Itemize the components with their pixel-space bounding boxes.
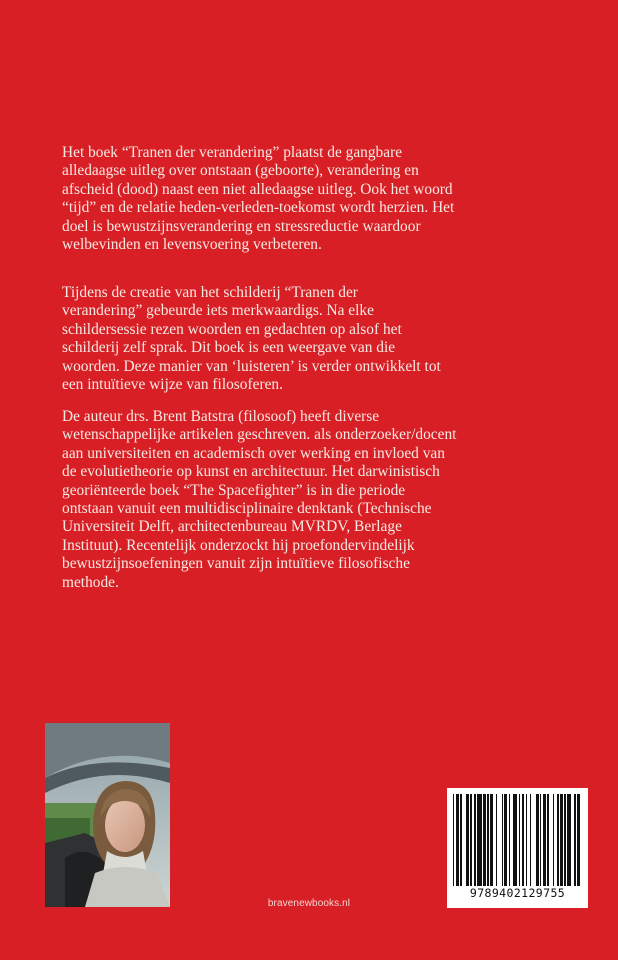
author-photo-image [45, 723, 170, 907]
blurb-paragraph-1: Het boek “Tranen der verandering” plaatst de gangbare alledaagse uitleg over ontstaan (geboorte), verandering en afscheid (dood) naast een niet alledaagse uitleg. Ook het woord “tijd” en de relatie heden-verleden-toekomst wordt herzien. Het doel is bewustzijnsverandering en stressreductie waardoor welbevinden en levensvoering verbeteren. [62, 144, 455, 254]
isbn-barcode [447, 788, 588, 908]
publisher-name: bravenewbooks.nl [267, 898, 351, 909]
author-bio-paragraph: De auteur drs. Brent Batstra (filosoof) heeft diverse wetenschappelijke artikelen geschreven. als onderzoeker/docent aan universiteiten en academisch over werking en invloed van de evolutietheorie op kunst en architectuur. Het darwinistisch georiënteerde boek “The Spacefighter” is in die periode ontstaan vanuit een multidisciplinaire denktank (Technische Universiteit Delft, architectenbureau MVRDV, Berlage Instituut). Recentelijk onderzockt hij proefondervindelijk bewustzijnsoefeningen vanuit zijn intuïtieve filosofische methode. [62, 408, 457, 591]
barcode-bars [453, 794, 582, 886]
author-photo [45, 723, 170, 907]
isbn-number: 9789402129755 [469, 886, 566, 900]
blurb-paragraph-2: Tijdens de creatie van het schilderij “Tranen der verandering” gebeurde iets merkwaardigs. Na elke schildersessie rezen woorden en gedachten op alsof het schilderij zelf sprak. Dit boek is een weergave van die woorden. Deze manier van ‘luisteren’ is verder ontwikkelt tot een intuïtieve wijze van filosoferen. [62, 284, 441, 394]
